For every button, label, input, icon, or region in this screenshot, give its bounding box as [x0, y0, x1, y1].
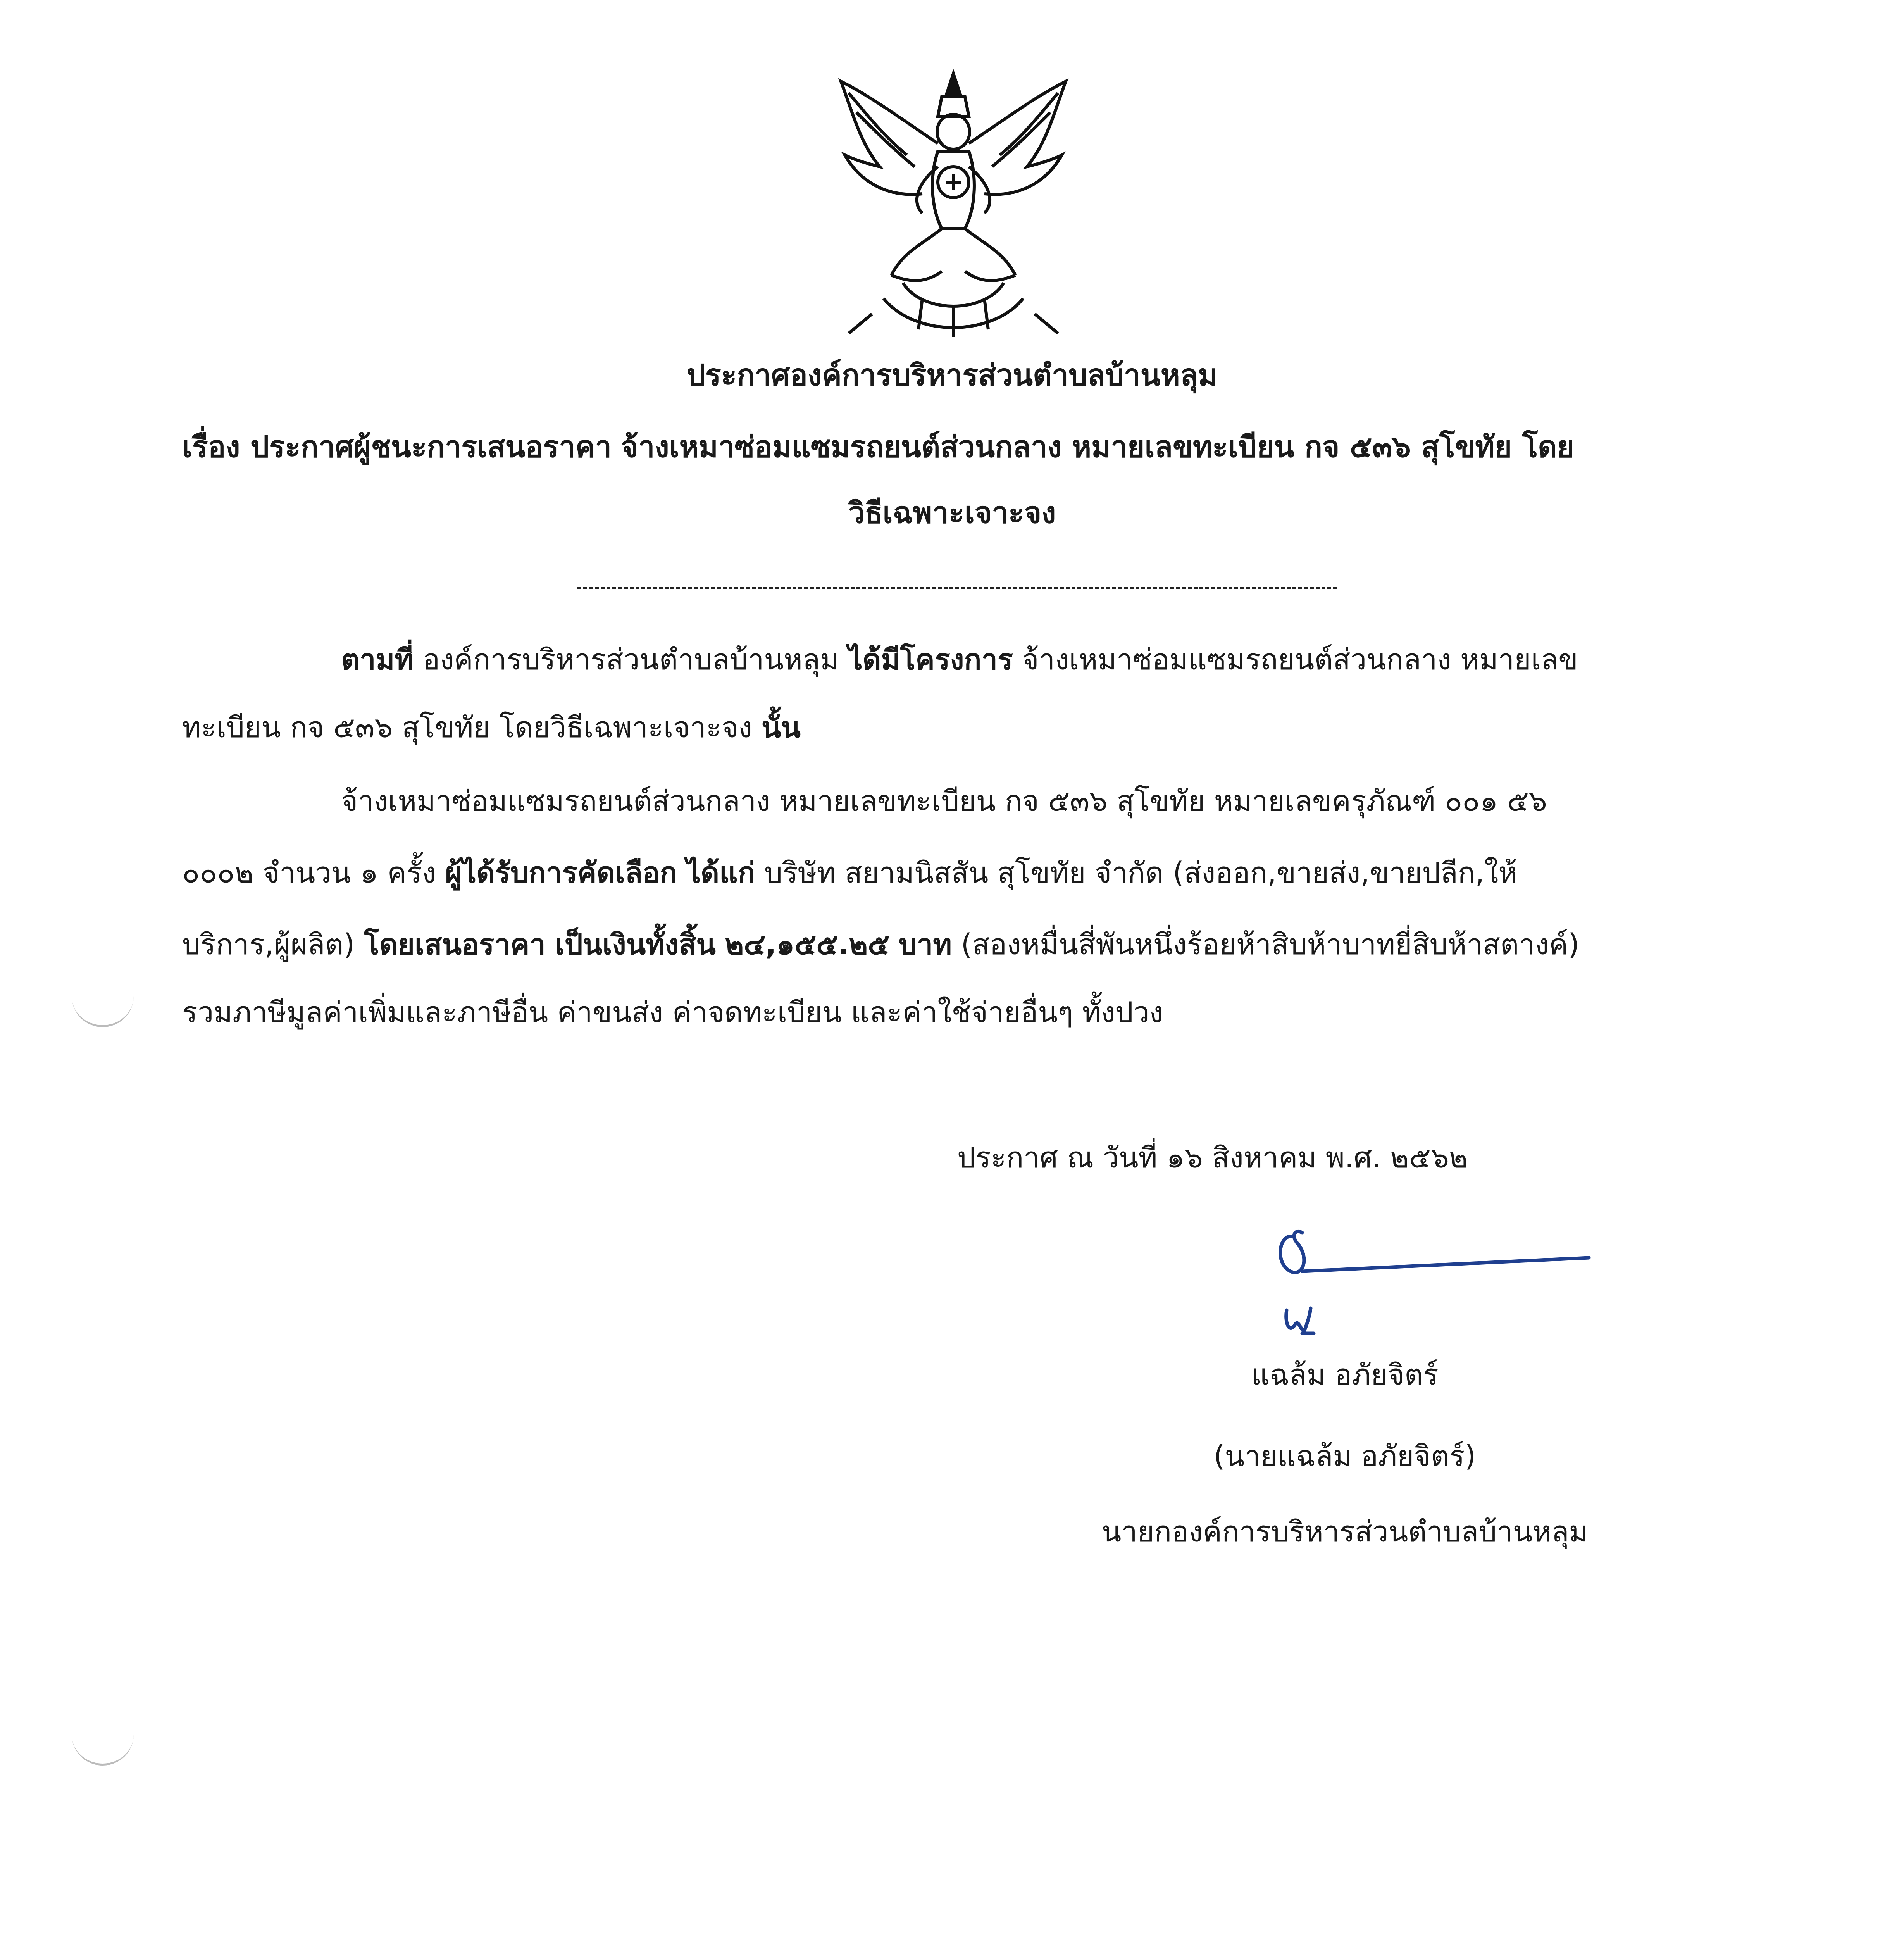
p1-closing-word: นั้น [761, 711, 801, 744]
signatory-position: นายกองค์การบริหารส่วนตำบลบ้านหลุม [1101, 1515, 1588, 1548]
paragraph-2-line-1: จ้างเหมาซ่อมแซมรถยนต์ส่วนกลาง หมายเลขทะเบียน กจ ๕๓๖ สุโขทัย หมายเลขครุภัณฑ์ ๐๐๑ ๕๖ [341, 785, 1547, 818]
signed-name: แฉล้ม อภัยจิตร์ [1251, 1358, 1439, 1391]
subject-text: จ้างเหมาซ่อมแซมรถยนต์ส่วนกลาง หมายเลขทะเบียน กจ ๕๓๖ สุโขทัย โดย [621, 429, 1575, 464]
paragraph-1-line-1 [341, 645, 1578, 674]
handwritten-signature [1267, 1221, 1593, 1345]
p1-phrase-as: ตามที่ [341, 643, 414, 676]
p2-offered-price-label: โดยเสนอราคา [364, 928, 546, 961]
organization-announcement-heading: ประกาศองค์การบริหารส่วนตำบลบ้านหลุม [686, 358, 1218, 392]
p2-amount-in-words: (สองหมื่นสี่พันหนึ่งร้อยห้าสิบห้าบาทยี่สิบห้าสตางค์) [961, 928, 1580, 961]
punch-hole-top [72, 979, 134, 1027]
p2-currency: บาท [898, 928, 952, 961]
garuda-emblem-icon [825, 66, 1081, 345]
p2-company-type: บริการ,ผู้ผลิต) [182, 928, 355, 961]
punch-hole-bottom [72, 1717, 134, 1766]
paragraph-1-line-2 [182, 713, 801, 742]
p1-organization: องค์การบริหารส่วนตำบลบ้านหลุม [422, 643, 839, 676]
subject-label: เรื่อง ประกาศผู้ชนะการเสนอราคา [182, 429, 612, 464]
separator-dashed-line [577, 587, 1337, 589]
p2-quantity: ๐๐๐๒ จำนวน ๑ ครั้ง [182, 856, 436, 890]
p2-total-label: เป็นเงินทั้งสิ้น [555, 928, 716, 961]
p2-selected-label: ผู้ได้รับการคัดเลือก [445, 856, 677, 890]
p2-total-amount: ๒๔,๑๕๕.๒๕ [725, 928, 890, 961]
p1-had-project: ได้มีโครงการ [848, 643, 1013, 676]
paragraph-2-line-3 [182, 930, 1579, 959]
printed-name: (นายแฉล้ม อภัยจิตร์) [1213, 1440, 1476, 1473]
subject-line [182, 429, 1732, 464]
p2-namely-label: ได้แก่ [686, 856, 755, 890]
announcement-date-value: ๑๖ สิงหาคม พ.ศ. ๒๕๖๒ [1166, 1141, 1468, 1174]
announcement-date-label: ประกาศ ณ วันที่ [957, 1141, 1158, 1174]
p1-project-title-cont: ทะเบียน กจ ๕๓๖ สุโขทัย โดยวิธีเฉพาะเจาะจง [182, 711, 753, 744]
subject-text-continued: วิธีเฉพาะเจาะจง [848, 495, 1056, 530]
p2-company-name: บริษัท สยามนิสสัน สุโขทัย จำกัด (ส่งออก,ขายส่ง,ขายปลีก,ให้ [764, 856, 1518, 890]
paragraph-2-line-2 [182, 856, 1518, 890]
announcement-date-line [957, 1143, 1468, 1172]
paragraph-2-line-4: รวมภาษีมูลค่าเพิ่มและภาษีอื่น ค่าขนส่ง ค่าจดทะเบียน และค่าใช้จ่ายอื่นๆ ทั้งปวง [182, 996, 1163, 1029]
p1-project-title: จ้างเหมาซ่อมแซมรถยนต์ส่วนกลาง หมายเลข [1022, 643, 1578, 676]
